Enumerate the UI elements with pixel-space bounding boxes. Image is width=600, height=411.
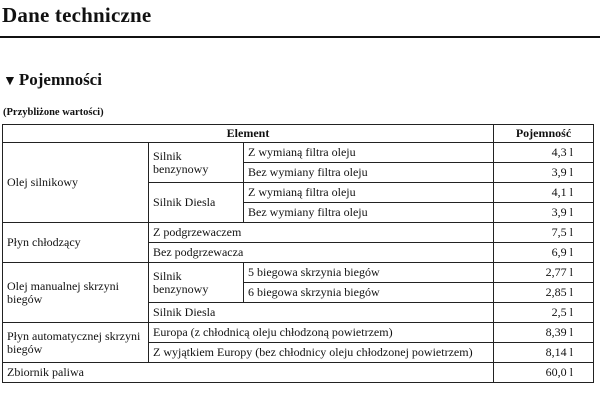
table-row xyxy=(3,363,594,383)
coolant-without-heater: Bez podgrzewacza xyxy=(149,243,494,263)
engine-oil-petrol-without-value: 3,9 l xyxy=(494,163,594,183)
engine-oil-petrol-with-value: 4,3 l xyxy=(494,143,594,163)
atf-europe-value: 8,39 l xyxy=(494,323,594,343)
manual-gear-five-speed: 5 biegowa skrzynia biegów xyxy=(244,263,494,283)
atf-except-value: 8,14 l xyxy=(494,343,594,363)
coolant-label: Płyn chłodzący xyxy=(3,223,149,263)
coolant-without-value: 6,9 l xyxy=(494,243,594,263)
manual-gear-diesel-value: 2,5 l xyxy=(494,303,594,323)
triangle-down-icon: ▼ xyxy=(3,74,17,89)
approx-note: (Przybliżone wartości) xyxy=(3,107,104,118)
table-row xyxy=(3,323,594,343)
fuel-tank-label: Zbiornik paliwa xyxy=(3,363,494,383)
manual-gear-five-value: 2,77 l xyxy=(494,263,594,283)
table-row xyxy=(3,263,594,283)
header-element: Element xyxy=(3,125,494,143)
section-title-text: Pojemności xyxy=(18,70,102,89)
capacities-table xyxy=(2,124,594,383)
engine-oil-petrol: Silnik benzynowy xyxy=(149,143,244,183)
coolant-with-value: 7,5 l xyxy=(494,223,594,243)
table-header-row xyxy=(3,125,594,143)
manual-gear-oil-label: Olej manualnej skrzyni biegów xyxy=(3,263,149,323)
engine-oil-diesel-with-value: 4,1 l xyxy=(494,183,594,203)
table-row xyxy=(3,143,594,163)
manual-gear-six-value: 2,85 l xyxy=(494,283,594,303)
manual-gear-oil-petrol: Silnik benzynowy xyxy=(149,263,244,303)
engine-oil-label: Olej silnikowy xyxy=(3,143,149,223)
manual-gear-six-speed: 6 biegowa skrzynia biegów xyxy=(244,283,494,303)
engine-oil-diesel-with-filter: Z wymianą filtra oleju xyxy=(244,183,494,203)
header-divider xyxy=(0,36,600,38)
atf-label: Płyn automatycznej skrzyni biegów xyxy=(3,323,149,363)
fuel-tank-value: 60,0 l xyxy=(494,363,594,383)
engine-oil-petrol-with-filter: Z wymianą filtra oleju xyxy=(244,143,494,163)
atf-except-europe: Z wyjątkiem Europy (bez chłodnicy oleju chłodzonej powietrzem) xyxy=(149,343,494,363)
engine-oil-diesel-without-value: 3,9 l xyxy=(494,203,594,223)
section-title xyxy=(3,70,102,90)
page-title: Dane techniczne xyxy=(2,3,152,27)
engine-oil-diesel: Silnik Diesla xyxy=(149,183,244,223)
atf-europe: Europa (z chłodnicą oleju chłodzoną powietrzem) xyxy=(149,323,494,343)
coolant-with-heater: Z podgrzewaczem xyxy=(149,223,494,243)
engine-oil-diesel-without-filter: Bez wymiany filtra oleju xyxy=(244,203,494,223)
manual-gear-oil-diesel: Silnik Diesla xyxy=(149,303,494,323)
engine-oil-petrol-without-filter: Bez wymiany filtra oleju xyxy=(244,163,494,183)
table-row xyxy=(3,223,594,243)
header-capacity: Pojemność xyxy=(494,125,594,143)
